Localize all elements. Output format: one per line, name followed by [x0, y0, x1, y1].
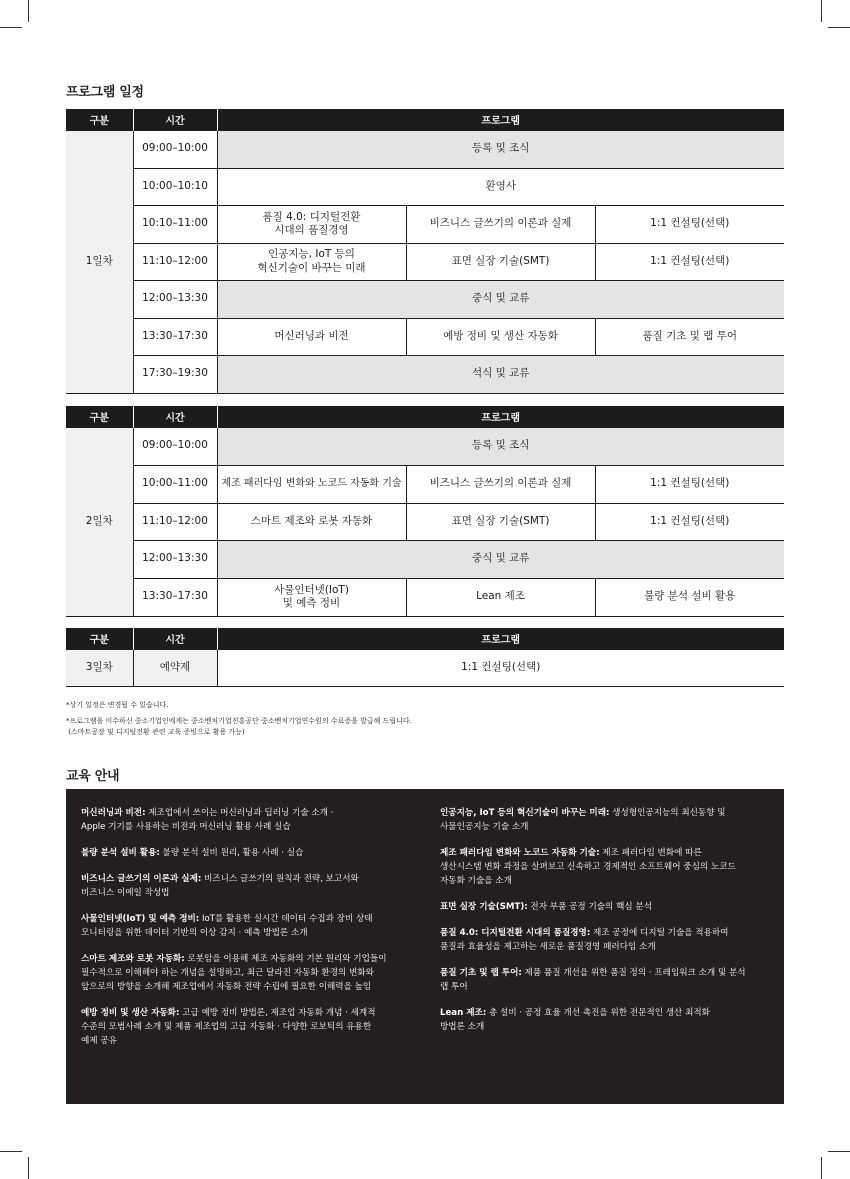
header-group: 구분 — [66, 406, 133, 427]
program-cell: 불량 분석 설비 활용 — [595, 578, 784, 616]
course-title: 스마트 제조와 로봇 자동화: — [81, 954, 185, 965]
list-item — [81, 913, 411, 941]
program-cell: 등록 및 조식 — [217, 427, 784, 465]
program-cell: 표면 실장 기술(SMT) — [406, 503, 595, 540]
crop-mark — [821, 1157, 822, 1179]
course-title: 제조 패러다임 변화와 노코드 자동화 기술: — [440, 848, 600, 858]
table-row — [66, 649, 784, 686]
time-cell: 10:00–10:10 — [133, 168, 217, 205]
education-title: 교육 안내 — [66, 769, 120, 784]
course-desc: IoT를 활용한 실시간 데이터 수집과 장비 상태 모니터링을 위한 데이터 기반의 이상 감지 · 예측 방법론 소개 — [81, 914, 373, 938]
crop-mark — [828, 27, 850, 28]
header-program: 프로그램 — [217, 109, 784, 130]
course-desc: 생성형인공지능의 최신동향 및 사물인공지능 기술 소개 — [440, 808, 726, 832]
education-box — [66, 789, 784, 1104]
table-row — [66, 465, 784, 503]
day1-schedule-table — [66, 109, 784, 394]
program-cell: 1:1 컨설팅(선택) — [217, 649, 784, 686]
time-cell: 10:00–11:00 — [133, 465, 217, 503]
crop-mark — [0, 27, 22, 28]
time-cell: 11:10–12:00 — [133, 503, 217, 540]
schedule-note: *상기 일정은 변경될 수 있습니다. — [66, 701, 169, 709]
course-desc: 로봇암을 이용해 제조 자동화의 기본 원리와 기업들이 필수적으로 이해해야 하는 개념을 설명하고, 최근 달라진 자동화 환경의 변화와 앞으로의 방향을 소개해 제조업에서 자동화 전략 수립에 필요한 이해력을 높임 — [81, 954, 387, 992]
header-group: 구분 — [66, 628, 133, 649]
course-desc: 제조 패러다임 변화에 따른 생산시스템 변화 과정을 살펴보고 신속하고 경제적인 소프트웨어 중심의 노코드 자동화 기술을 소개 — [440, 848, 736, 886]
table-row — [66, 243, 784, 280]
list-item — [440, 1007, 770, 1035]
program-cell: 1:1 컨설팅(선택) — [595, 465, 784, 503]
education-right-column — [440, 807, 770, 1047]
header-time: 시간 — [133, 406, 217, 427]
day3-schedule-table — [66, 628, 784, 687]
course-title: 품질 4.0: 디지털전환 시대의 품질경영: — [440, 928, 591, 938]
crop-mark — [28, 1157, 29, 1179]
program-cell: 예방 정비 및 생산 자동화 — [406, 318, 595, 355]
course-title: 머신러닝과 비전: — [81, 808, 146, 818]
time-cell: 10:10–11:00 — [133, 205, 217, 243]
table-row — [66, 503, 784, 540]
course-desc: 비즈니스 글쓰기의 원칙과 전략, 보고서와 비즈니스 이메일 작성법 — [81, 874, 359, 898]
list-item — [81, 807, 411, 835]
program-cell: 중식 및 교류 — [217, 540, 784, 578]
course-title: Lean 제조: — [440, 1008, 487, 1018]
course-desc: 제조업에서 쓰이는 머신러닝과 딥러닝 기술 소개 · Apple 기기를 사용하는 비전과 머신러닝 활용 사례 실습 — [81, 808, 334, 832]
course-desc: 제품 품질 개선을 위한 품질 정의 · 프레임워크 소개 및 분석 랩 투어 — [440, 968, 746, 992]
list-item — [440, 967, 770, 995]
time-cell: 12:00–13:30 — [133, 540, 217, 578]
program-cell: 사물인터넷(IoT) 및 예측 정비 — [217, 578, 406, 616]
list-item — [440, 901, 770, 915]
program-cell: 품질 4.0: 디지털전환 시대의 품질경영 — [217, 205, 406, 243]
course-title: 예방 정비 및 생산 자동화: — [81, 1008, 180, 1018]
day-label: 2일차 — [66, 427, 133, 616]
time-cell: 13:30–17:30 — [133, 318, 217, 355]
program-cell: 비즈니스 글쓰기의 이론과 실제 — [406, 465, 595, 503]
course-title: 불량 분석 설비 활용: — [81, 848, 160, 858]
program-cell: 1:1 컨설팅(선택) — [595, 205, 784, 243]
time-cell: 09:00–10:00 — [133, 427, 217, 465]
list-item — [440, 807, 770, 835]
header-program: 프로그램 — [217, 406, 784, 427]
list-item — [440, 847, 770, 888]
table-row — [66, 318, 784, 355]
course-desc: 고급 예방 정비 방법론, 제조업 자동화 개념 · 세계적 수준의 모범사례 소개 및 제품 제조업의 고급 자동화 · 다양한 로보틱의 유용한 예제 공유 — [81, 1008, 376, 1046]
program-cell: 중식 및 교류 — [217, 280, 784, 318]
day-label: 3일차 — [66, 649, 133, 686]
course-title: 사물인터넷(IoT) 및 예측 정비: — [81, 914, 200, 925]
header-time: 시간 — [133, 628, 217, 649]
program-cell: 비즈니스 글쓰기의 이론과 실제 — [406, 205, 595, 243]
header-group: 구분 — [66, 109, 133, 130]
education-left-column — [81, 807, 411, 1061]
program-cell: 제조 패러다임 변화와 노코드 자동화 기술 — [217, 465, 406, 503]
program-cell: 표면 실장 기술(SMT) — [406, 243, 595, 280]
table-row — [66, 130, 784, 168]
program-cell: 환영사 — [217, 168, 784, 205]
header-program: 프로그램 — [217, 628, 784, 649]
list-item — [440, 927, 770, 955]
table-row — [66, 540, 784, 578]
program-cell: 인공지능, IoT 등의 혁신기술이 바꾸는 미래 — [217, 243, 406, 280]
crop-mark — [28, 0, 29, 22]
time-cell: 17:30–19:30 — [133, 355, 217, 393]
program-cell: 1:1 컨설팅(선택) — [595, 503, 784, 540]
list-item — [81, 953, 411, 994]
schedule-note: *프로그램을 이수하신 중소기업인에게는 중소벤처기업진흥공단 중소벤처기업연수원의 수료증을 발급해 드립니다. — [66, 717, 412, 725]
crop-mark — [821, 0, 822, 22]
time-cell: 12:00–13:30 — [133, 280, 217, 318]
program-cell: 품질 기초 및 랩 투어 — [595, 318, 784, 355]
time-cell: 13:30–17:30 — [133, 578, 217, 616]
course-desc: 제조 공정에 디지털 기술을 적용하여 품질과 효율성을 제고하는 새로운 품질경영 패러다임 소개 — [440, 928, 729, 952]
program-cell: Lean 제조 — [406, 578, 595, 616]
time-cell: 예약제 — [133, 649, 217, 686]
course-title: 비즈니스 글쓰기의 이론과 실제: — [81, 874, 202, 885]
list-item — [81, 1007, 411, 1048]
program-cell: 등록 및 조식 — [217, 130, 784, 168]
day2-schedule-table — [66, 406, 784, 617]
course-desc: 총 설비 · 공정 효율 개선 촉진을 위한 전문적인 생산 최적화 방법론 소개 — [440, 1008, 710, 1032]
table-header-row — [66, 109, 784, 130]
table-row — [66, 578, 784, 616]
time-cell: 09:00–10:00 — [133, 130, 217, 168]
program-cell: 석식 및 교류 — [217, 355, 784, 393]
course-title: 품질 기초 및 랩 투어: — [440, 968, 522, 978]
header-time: 시간 — [133, 109, 217, 130]
course-desc: 전자 부품 공정 기술의 핵심 분석 — [527, 901, 653, 912]
course-title: 표면 실장 기술(SMT): — [440, 901, 528, 912]
list-item — [81, 873, 411, 901]
schedule-note: (스마트공장 및 디지털전환 관련 교육 증빙으로 활용 가능) — [66, 728, 245, 736]
crop-mark — [828, 1151, 850, 1152]
program-cell: 스마트 제조와 로봇 자동화 — [217, 503, 406, 540]
table-row — [66, 280, 784, 318]
time-cell: 11:10–12:00 — [133, 243, 217, 280]
program-cell: 머신러닝과 비전 — [217, 318, 406, 355]
table-header-row — [66, 406, 784, 427]
table-row — [66, 205, 784, 243]
course-title: 인공지능, IoT 등의 혁신기술이 바꾸는 미래: — [440, 808, 610, 818]
table-row — [66, 168, 784, 205]
table-row — [66, 427, 784, 465]
schedule-title: 프로그램 일정 — [66, 85, 144, 100]
course-desc: 불량 분석 설비 원리, 활용 사례 · 실습 — [159, 848, 304, 858]
table-header-row — [66, 628, 784, 649]
program-cell: 1:1 컨설팅(선택) — [595, 243, 784, 280]
table-row — [66, 355, 784, 393]
day-label: 1일차 — [66, 130, 133, 393]
crop-mark — [0, 1151, 22, 1152]
list-item — [81, 847, 411, 861]
